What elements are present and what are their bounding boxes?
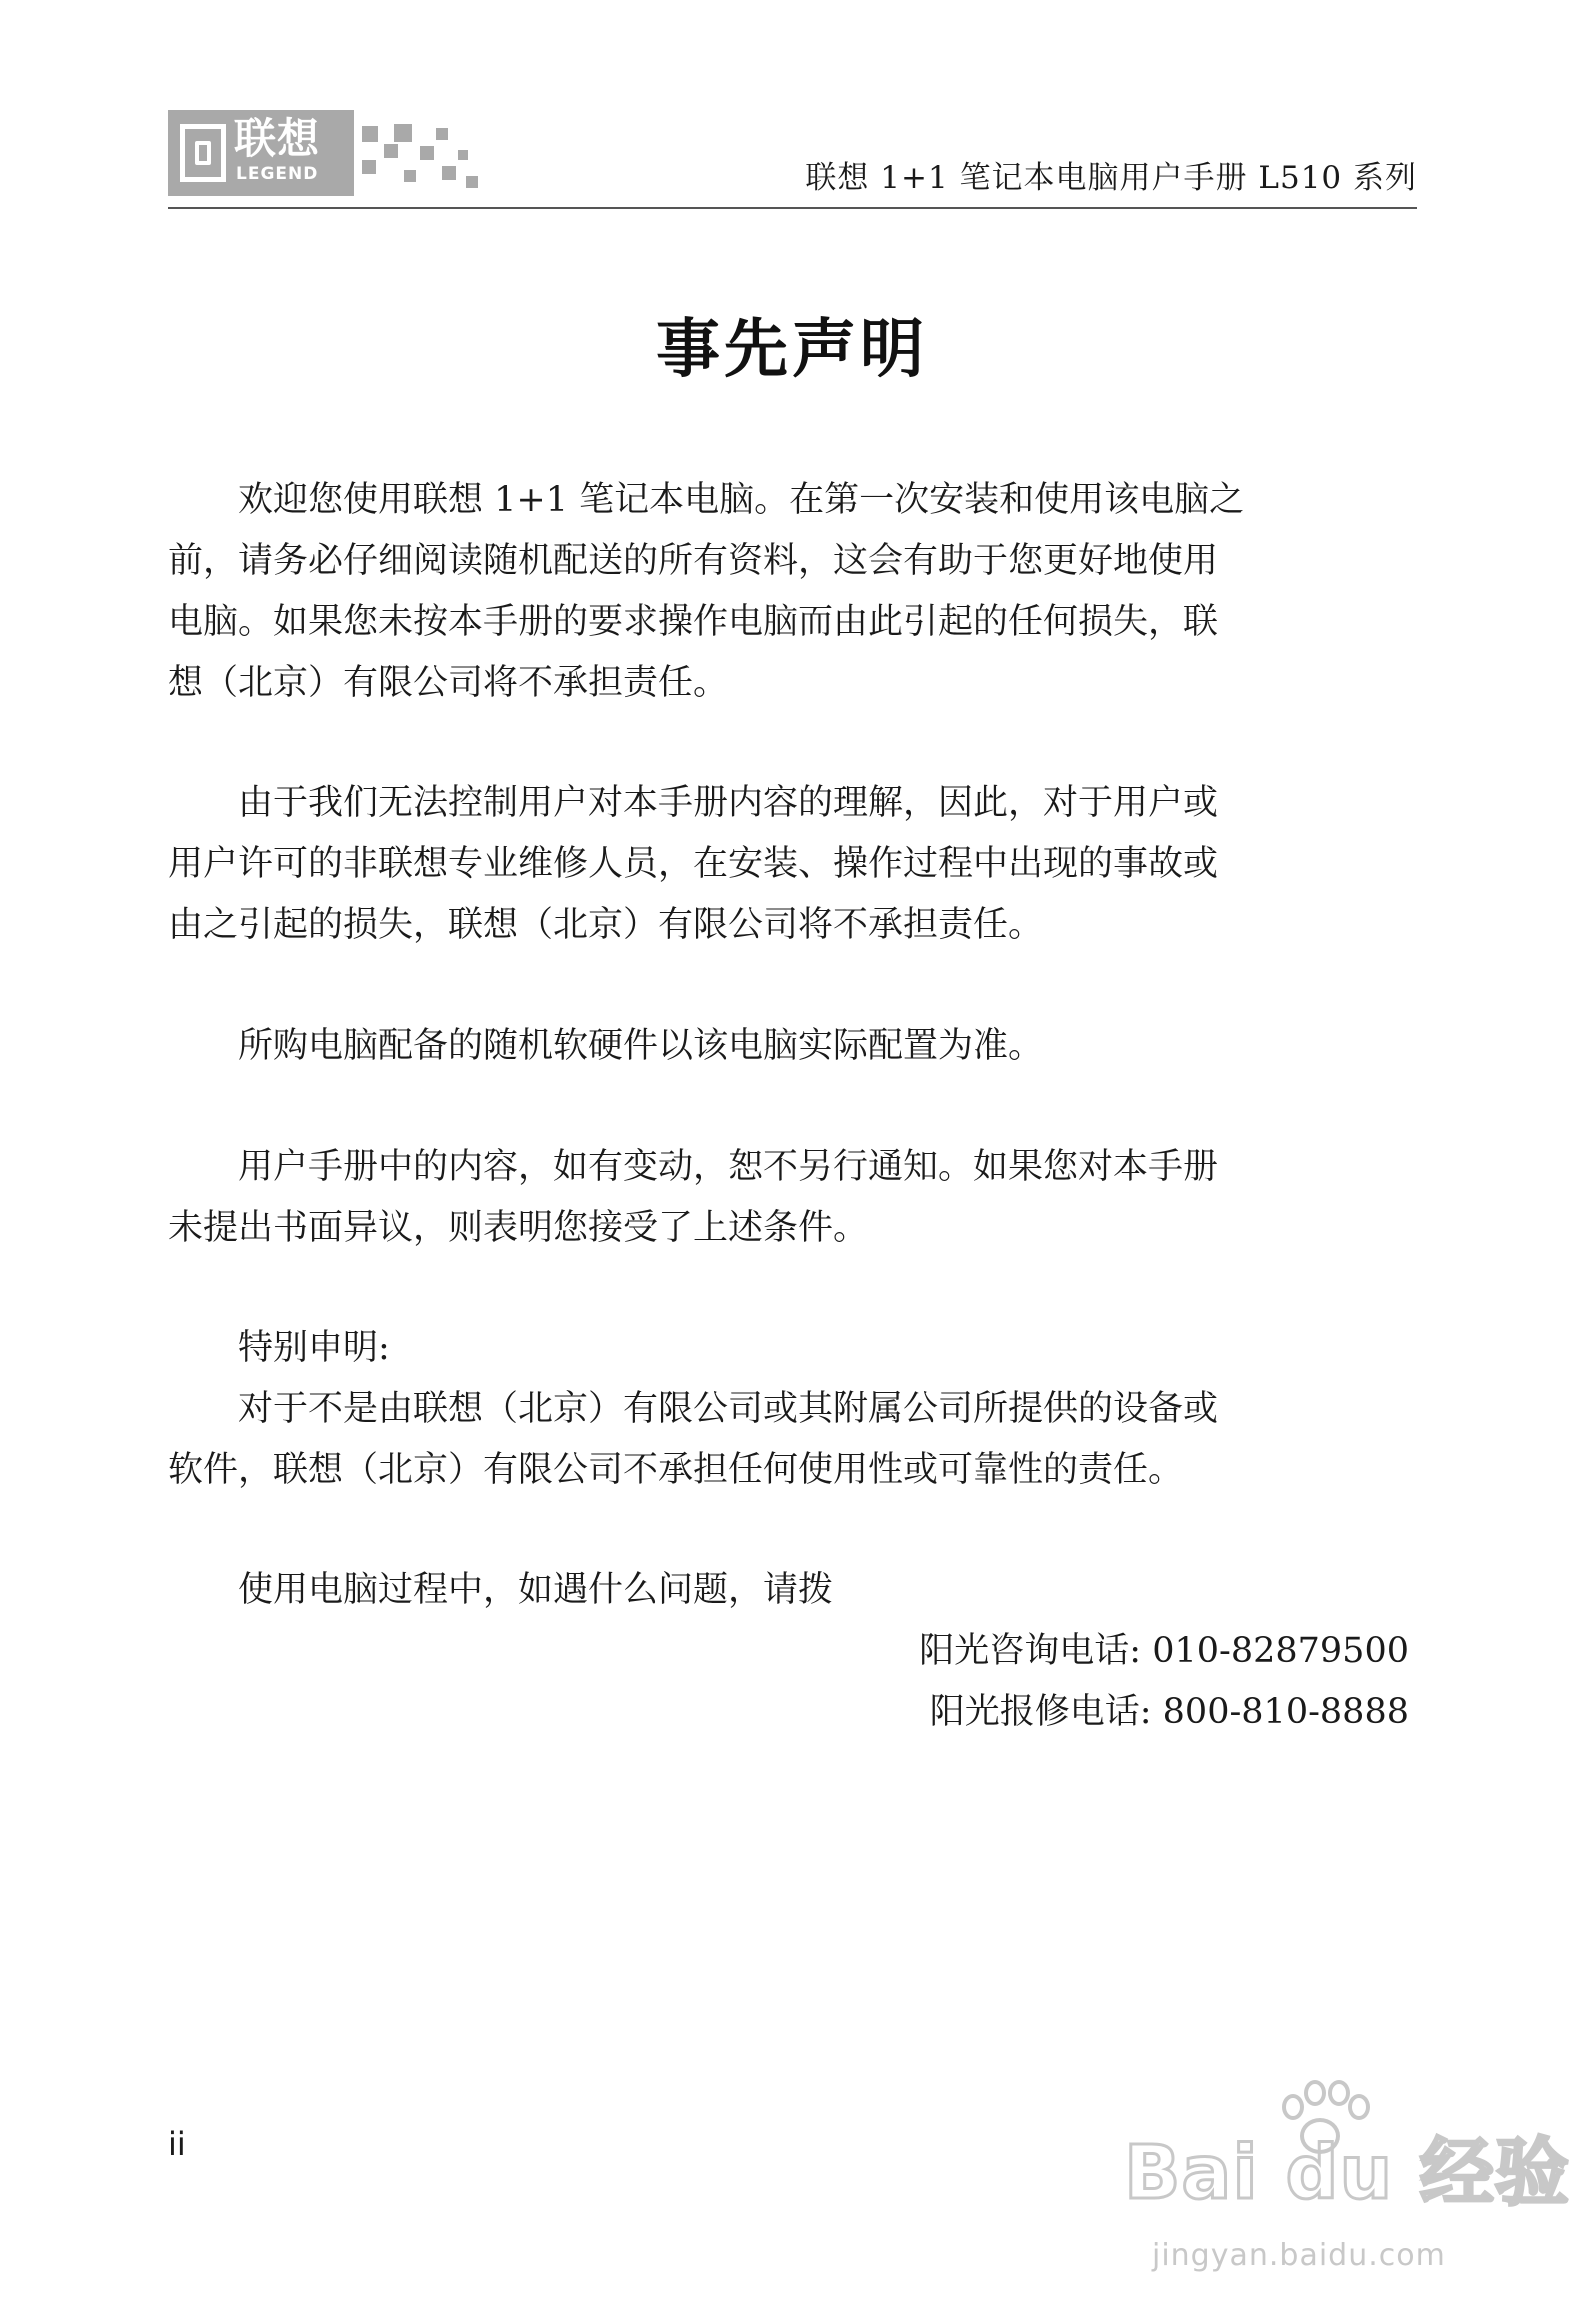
paragraph-changes	[168, 1137, 1420, 1259]
paw-toe	[1348, 2094, 1370, 2120]
paw-toe	[1328, 2080, 1350, 2106]
logo-pixel-pattern	[436, 128, 448, 140]
logo-pixel-pattern	[394, 124, 412, 142]
paragraph-liability	[168, 773, 1420, 956]
repair-phone: 阳光报修电话: 800-810-8888	[929, 1692, 1409, 1732]
text-line: 前，请务必仔细阅读随机配送的所有资料，这会有助于您更好地使用	[168, 541, 1219, 581]
special-heading: 特别申明:	[238, 1328, 390, 1368]
logo-pixel-pattern	[442, 166, 456, 180]
logo-pixel-pattern	[362, 160, 376, 174]
baidu-jingyan-watermark	[1124, 2080, 1570, 2280]
watermark-brand: Bai du 经验	[1124, 2130, 1570, 2216]
logo-pixel-pattern	[404, 170, 416, 182]
text-line: 想（北京）有限公司将不承担责任。	[168, 663, 729, 703]
logo-chinese-text: 联想	[234, 114, 321, 163]
text-line: 对于不是由联想（北京）有限公司或其附属公司所提供的设备或	[238, 1389, 1219, 1429]
logo-pixel-pattern	[420, 146, 434, 160]
header-divider	[168, 207, 1417, 209]
paragraph-contact	[168, 1560, 1420, 1621]
text-line: 由于我们无法控制用户对本手册内容的理解，因此，对于用户或	[238, 783, 1219, 823]
logo-badge	[168, 110, 354, 196]
text-line: 电脑。如果您未按本手册的要求操作电脑而由此引起的任何损失，联	[168, 602, 1219, 642]
consult-phone: 阳光咨询电话: 010-82879500	[919, 1631, 1409, 1671]
legend-logo	[168, 110, 478, 196]
text-line: 由之引起的损失，联想（北京）有限公司将不承担责任。	[168, 905, 1044, 945]
text-line: 用户手册中的内容，如有变动，恕不另行通知。如果您对本手册	[238, 1147, 1219, 1187]
logo-mark-icon	[180, 124, 226, 182]
logo-pixel-pattern	[458, 150, 468, 160]
text-line: 欢迎您使用联想 1+1 笔记本电脑。在第一次安装和使用该电脑之	[238, 480, 1245, 520]
text-line: 软件，联想（北京）有限公司不承担任何使用性或可靠性的责任。	[168, 1450, 1184, 1490]
logo-pixel-pattern	[362, 126, 378, 142]
text-line: 使用电脑过程中，如遇什么问题，请拨	[238, 1570, 834, 1610]
paw-toe	[1282, 2094, 1304, 2120]
logo-english-text: LEGEND	[236, 164, 319, 184]
paragraph-configuration	[168, 1016, 1420, 1077]
text-line: 用户许可的非联想专业维修人员，在安装、操作过程中出现的事故或	[168, 844, 1219, 884]
manual-title: 联想 1+1 笔记本电脑用户手册 L510 系列	[805, 160, 1417, 196]
text-line: 所购电脑配备的随机软硬件以该电脑实际配置为准。	[238, 1026, 1044, 1066]
logo-pixel-pattern	[384, 144, 398, 158]
paw-toe	[1304, 2080, 1326, 2106]
page-title: 事先声明	[656, 313, 928, 387]
page-number: ii	[168, 2125, 186, 2163]
text-line: 未提出书面异议，则表明您接受了上述条件。	[168, 1208, 869, 1248]
watermark-url: jingyan.baidu.com	[1152, 2238, 1446, 2273]
paragraph-welcome	[168, 470, 1420, 714]
paragraph-special-statement	[168, 1318, 1420, 1501]
logo-pixel-pattern	[466, 176, 478, 188]
